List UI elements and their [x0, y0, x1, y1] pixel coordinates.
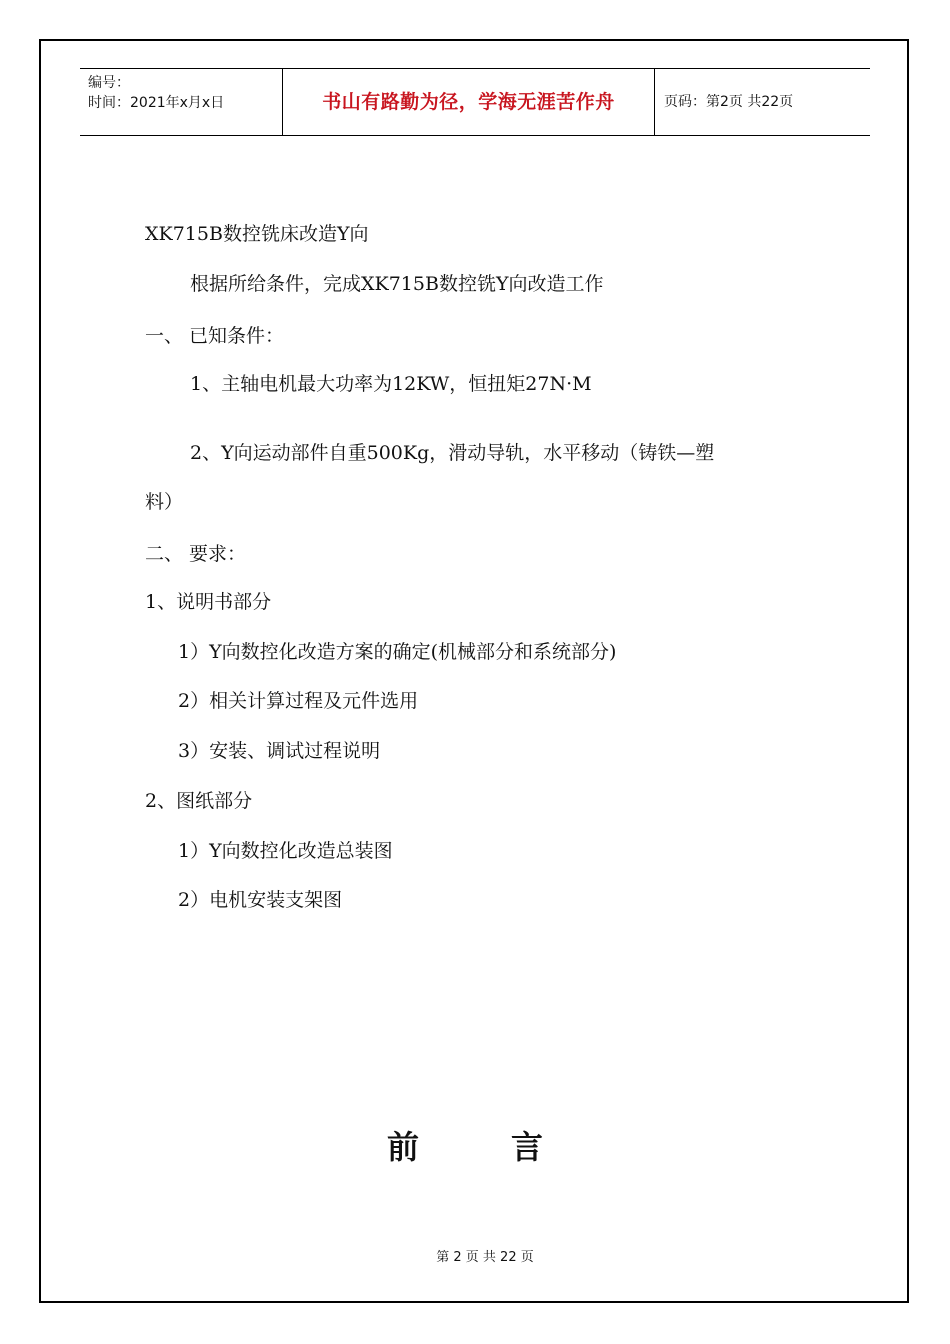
document-title: XK715B数控铣床改造Y向 — [145, 223, 369, 245]
page-footer: 第 2 页 共 22 页 — [436, 1250, 534, 1265]
requirement-item: 2）相关计算过程及元件选用 — [178, 690, 419, 712]
header-motto: 书山有路勤为径，学海无涯苦作舟 — [282, 69, 655, 135]
requirement-heading-manual: 1、说明书部分 — [145, 591, 272, 613]
section-heading-conditions: 一、 已知条件： — [145, 325, 285, 347]
requirement-item: 3）安装、调试过程说明 — [178, 740, 381, 762]
condition-item-1: 1、主轴电机最大功率为12KW，恒扭矩27N·M — [190, 373, 592, 395]
requirement-item: 1）Y向数控化改造总装图 — [178, 840, 393, 862]
condition-item-2: 2、Y向运动部件自重500Kg，滑动导轨，水平移动（铸铁—塑 — [190, 442, 715, 464]
date-label: 时间：2021年x月x日 — [88, 95, 225, 111]
condition-item-2-cont: 料） — [145, 491, 184, 513]
requirement-item: 2）电机安装支架图 — [178, 889, 343, 911]
requirement-item: 1）Y向数控化改造方案的确定(机械部分和系统部分) — [178, 641, 617, 663]
intro-paragraph: 根据所给条件，完成XK715B数控铣Y向改造工作 — [190, 273, 604, 295]
requirement-heading-drawings: 2、图纸部分 — [145, 790, 253, 812]
header-meta — [80, 69, 282, 135]
document-header — [80, 68, 870, 136]
section-heading-requirements: 二、 要求： — [145, 543, 247, 565]
preface-char: 言 — [511, 1128, 544, 1166]
code-label: 编号： — [88, 75, 130, 91]
preface-char: 前 — [387, 1128, 420, 1166]
header-page-info: 页码：第2页 共22页 — [664, 94, 794, 110]
